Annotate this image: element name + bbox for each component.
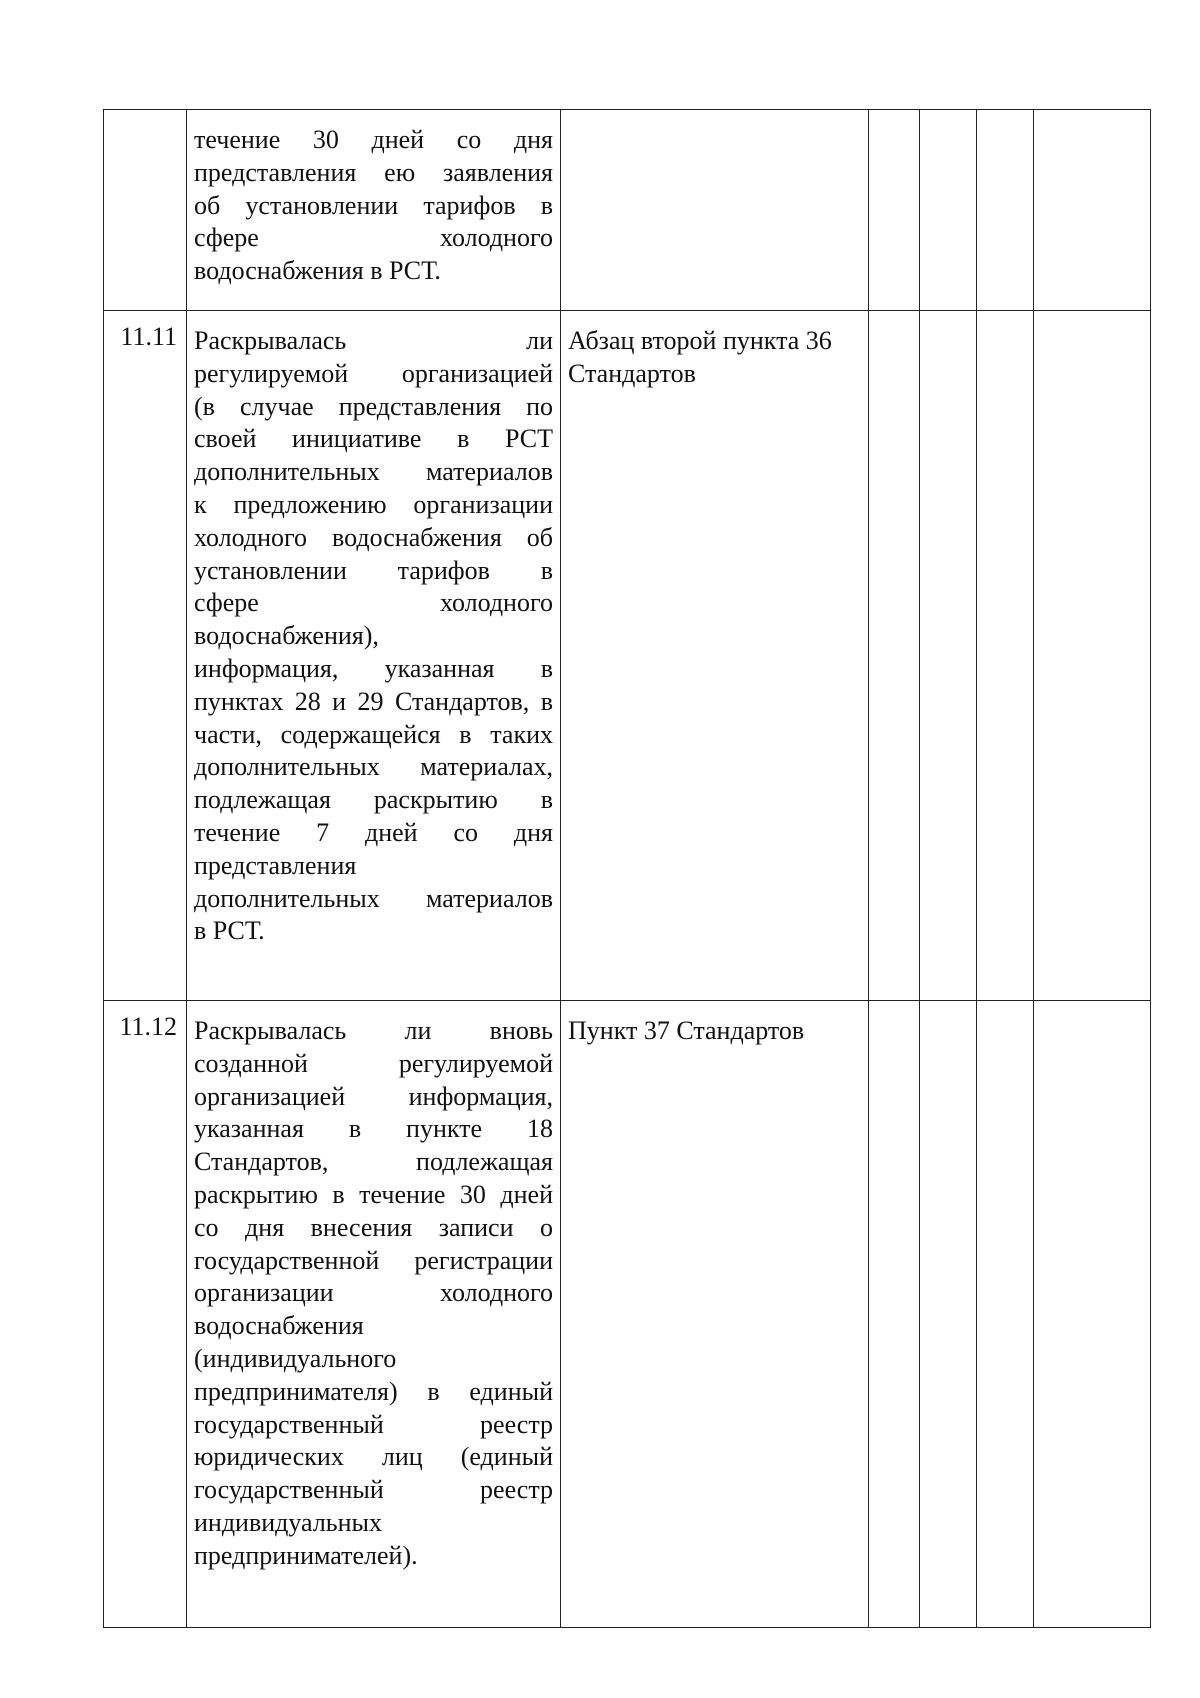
requirement-line: Раскрывалась ли вновь xyxy=(194,1016,553,1045)
item-number-cell: 11.12 xyxy=(104,1001,187,1628)
requirement-line: указанная в пункте 18 xyxy=(194,1114,553,1144)
requirement-line: сфере холодного xyxy=(194,223,553,253)
notes-cell[interactable] xyxy=(1034,1001,1151,1628)
reference-cell xyxy=(561,110,869,311)
answer-cell-no[interactable] xyxy=(920,1001,977,1628)
requirement-line: информация, указанная в xyxy=(194,653,553,683)
reference-cell: Абзац второй пункта 36 Стандартов xyxy=(561,311,869,1001)
requirement-line: течение 30 дней со дня xyxy=(194,125,553,154)
requirement-line: своей инициативе в РСТ xyxy=(194,424,553,454)
table-row-11-12 xyxy=(104,1001,1151,1628)
requirement-line: об установлении тарифов в xyxy=(194,190,553,220)
requirement-line: (в случае представления по xyxy=(194,391,553,421)
answer-cell-yes[interactable] xyxy=(869,1001,920,1628)
requirement-line: со дня внесения записи о xyxy=(194,1212,553,1242)
requirement-line: организации холодного xyxy=(194,1278,553,1308)
requirement-line: государственный реестр xyxy=(194,1409,553,1439)
requirement-line: представления xyxy=(194,850,357,880)
checklist-table xyxy=(103,109,1151,1628)
requirement-line: к предложению организации xyxy=(194,489,553,519)
requirement-line: предпринимателя) в единый xyxy=(194,1376,553,1406)
requirement-line: раскрытию в течение 30 дней xyxy=(194,1179,553,1209)
requirement-cell xyxy=(187,311,561,1001)
requirement-cell xyxy=(187,1001,561,1628)
requirement-line: государственный реестр xyxy=(194,1475,553,1505)
requirement-line: юридических лиц (единый xyxy=(194,1442,553,1472)
notes-cell[interactable] xyxy=(1034,311,1151,1001)
requirement-line: водоснабжения), xyxy=(194,621,379,651)
table-row-continuation xyxy=(104,110,1151,311)
requirement-line: индивидуальных xyxy=(194,1507,383,1537)
requirement-line: в РСТ. xyxy=(194,916,265,946)
answer-cell-no[interactable] xyxy=(920,311,977,1001)
requirement-line: дополнительных материалов xyxy=(194,883,553,913)
reference-cell: Пункт 37 Стандартов xyxy=(561,1001,869,1628)
answer-cell-na[interactable] xyxy=(977,110,1034,311)
requirement-line: водоснабжения в РСТ. xyxy=(194,256,441,286)
requirement-line: созданной регулируемой xyxy=(194,1048,553,1078)
requirement-line: водоснабжения xyxy=(194,1311,364,1341)
item-number-cell xyxy=(104,110,187,311)
answer-cell-yes[interactable] xyxy=(869,311,920,1001)
requirement-line: течение 7 дней со дня xyxy=(194,817,553,847)
requirement-line: дополнительных материалах, xyxy=(194,752,553,782)
requirement-line: Стандартов, подлежащая xyxy=(194,1147,553,1177)
notes-cell[interactable] xyxy=(1034,110,1151,311)
requirement-line: организацией информация, xyxy=(194,1081,553,1111)
requirement-line: предпринимателей). xyxy=(194,1540,418,1570)
requirement-cell xyxy=(187,110,561,311)
requirement-line: Раскрывалась ли xyxy=(194,326,553,355)
answer-cell-na[interactable] xyxy=(977,311,1034,1001)
requirement-line: холодного водоснабжения об xyxy=(194,522,553,552)
answer-cell-na[interactable] xyxy=(977,1001,1034,1628)
answer-cell-yes[interactable] xyxy=(869,110,920,311)
table-row-11-11 xyxy=(104,311,1151,1001)
item-number-cell: 11.11 xyxy=(104,311,187,1001)
requirement-line: сфере холодного xyxy=(194,588,553,618)
requirement-line: пунктах 28 и 29 Стандартов, в xyxy=(194,686,553,716)
requirement-line: установлении тарифов в xyxy=(194,555,553,585)
requirement-line: части, содержащейся в таких xyxy=(194,719,553,749)
requirement-line: государственной регистрации xyxy=(194,1245,553,1275)
requirement-line: представления ею заявления xyxy=(194,157,553,187)
requirement-line: подлежащая раскрытию в xyxy=(194,785,553,815)
requirement-line: регулируемой организацией xyxy=(194,358,553,388)
requirement-line: дополнительных материалов xyxy=(194,457,553,487)
requirement-line: (индивидуального xyxy=(194,1343,397,1373)
answer-cell-no[interactable] xyxy=(920,110,977,311)
